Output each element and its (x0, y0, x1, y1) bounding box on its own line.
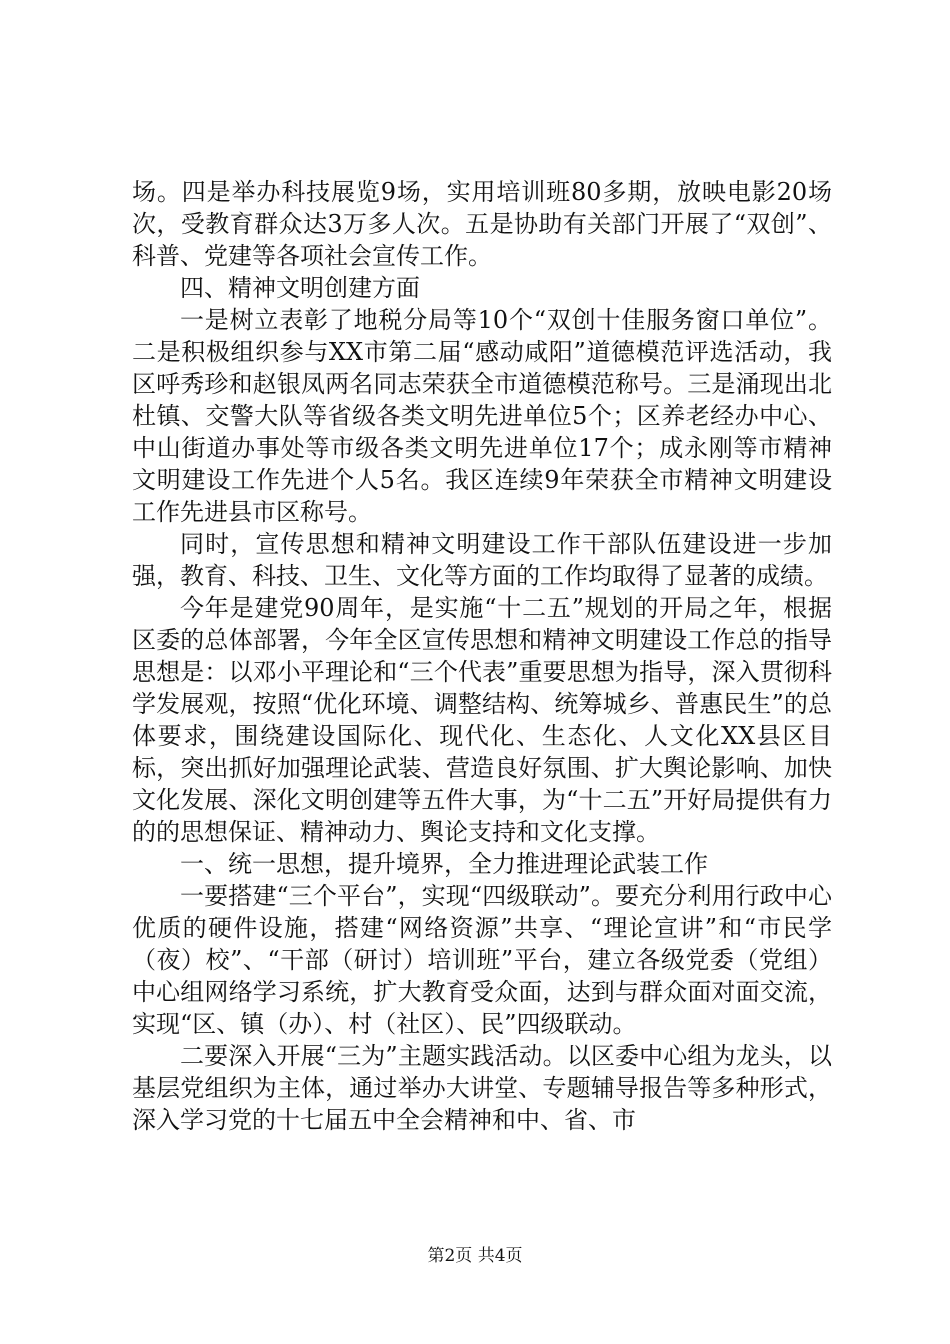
document-body (132, 176, 832, 1136)
paragraph-2: 一是树立表彰了地税分局等10个“双创十佳服务窗口单位”。二是积极组织参与XX市第二届“感动咸阳”道德模范评选活动，我区呼秀珍和赵银凤两名同志荣获全市道德模范称号。三是涌现出北杜镇、交警大队等省级各类文明先进单位5个；区养老经办中心、中山街道办事处等市级各类文明先进单位17个；成永刚等市精神文明建设工作先进个人5名。我区连续9年荣获全市精神文明建设工作先进县市区称号。 (132, 306, 832, 526)
section-heading-1: 一、统一思想，提升境界，全力推进理论武装工作 (180, 850, 708, 878)
paragraph-5: 一要搭建“三个平台”，实现“四级联动”。要充分利用行政中心优质的硬件设施，搭建“网络资源”共享、“理论宣讲”和“市民学（夜）校”、“干部（研讨）培训班”平台，建立各级党委（党组）中心组网络学习系统，扩大教育受众面，达到与群众面对面交流，实现“区、镇（办）、村（社区）、民”四级联动。 (132, 882, 832, 1038)
page-footer (0, 1245, 950, 1267)
page-number-label: 第2页 共4页 (427, 1246, 523, 1266)
paragraph-3: 同时，宣传思想和精神文明建设工作干部队伍建设进一步加强，教育、科技、卫生、文化等方面的工作均取得了显著的成绩。 (132, 530, 832, 590)
paragraph-4: 今年是建党90周年，是实施“十二五”规划的开局之年，根据区委的总体部署，今年全区宣传思想和精神文明建设工作总的指导思想是：以邓小平理论和“三个代表”重要思想为指导，深入贯彻科学发展观，按照“优化环境、调整结构、统筹城乡、普惠民生”的总体要求，围绕建设国际化、现代化、生态化、人文化XX县区目标，突出抓好加强理论武装、营造良好氛围、扩大舆论影响、加快文化发展、深化文明创建等五件大事，为“十二五”开好局提供有力的的思想保证、精神动力、舆论支持和文化支撑。 (132, 594, 832, 846)
paragraph-6: 二要深入开展“三为”主题实践活动。以区委中心组为龙头，以基层党组织为主体，通过举办大讲堂、专题辅导报告等多种形式，深入学习党的十七届五中全会精神和中、省、市 (132, 1042, 832, 1134)
section-heading-4: 四、精神文明创建方面 (180, 274, 420, 302)
paragraph-1: 场。四是举办科技展览9场，实用培训班80多期，放映电影20场次，受教育群众达3万多人次。五是协助有关部门开展了“双创”、科普、党建等各项社会宣传工作。 (132, 178, 832, 270)
